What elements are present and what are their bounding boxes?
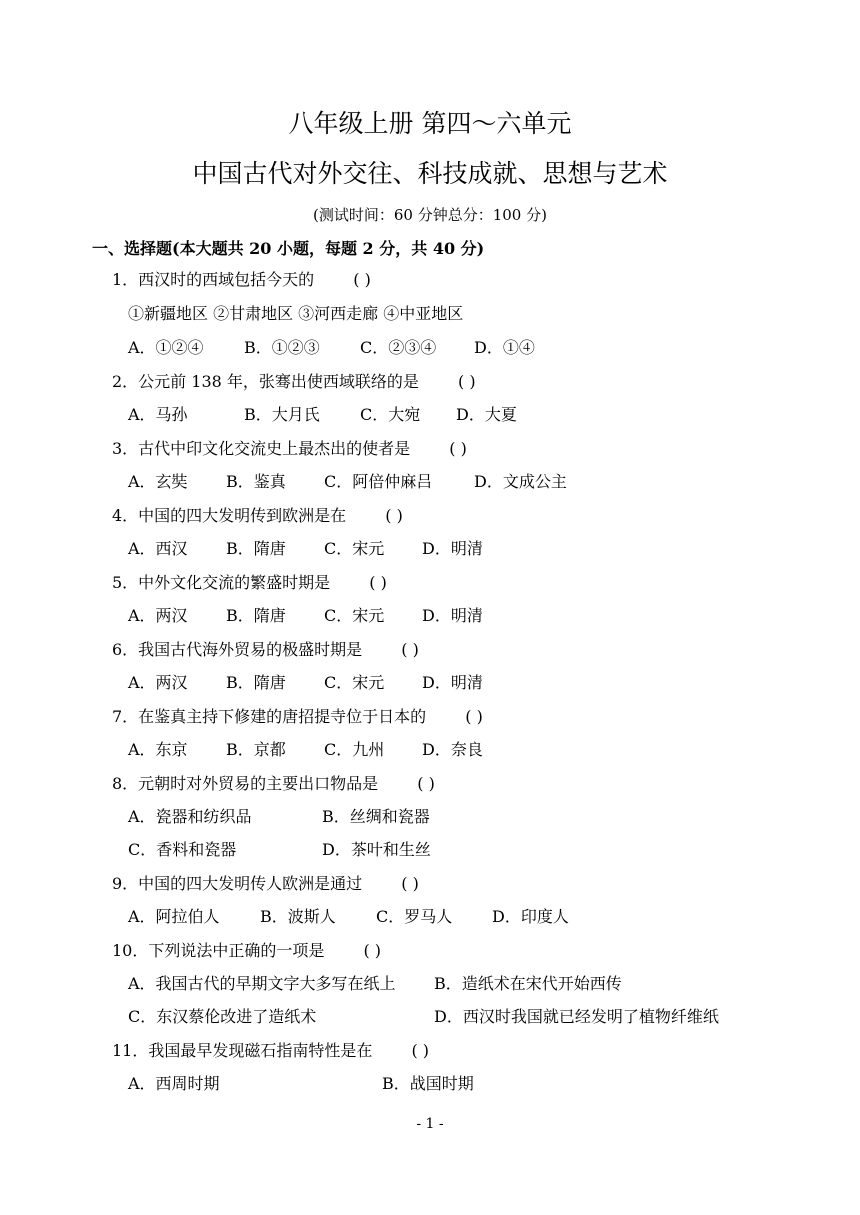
option-b: B．战国时期 — [382, 1074, 474, 1093]
question-stem: 6．我国古代海外贸易的极盛时期是 — [112, 640, 363, 659]
answer-paren: ( ) — [401, 874, 419, 893]
question-9 — [112, 874, 419, 894]
option-d: D．西汉时我国就已经发明了植物纤维纸 — [434, 1007, 719, 1026]
option-a: A．①②④ — [128, 338, 204, 357]
option-a: A．马孙 — [128, 405, 188, 424]
option-b: B．造纸术在宋代开始西传 — [434, 974, 622, 993]
option-a: A．两汉 — [128, 673, 188, 692]
option-d: D．①④ — [474, 338, 535, 357]
question-stem: 9．中国的四大发明传人欧洲是通过 — [112, 874, 363, 893]
option-a: A．东京 — [128, 740, 188, 759]
answer-paren: ( ) — [465, 707, 483, 726]
option-c: C．东汉蔡伦改进了造纸术 — [128, 1007, 317, 1026]
question-5 — [112, 573, 387, 593]
option-a: A．玄奘 — [128, 472, 188, 491]
answer-paren: ( ) — [363, 941, 382, 960]
option-a: A．两汉 — [128, 606, 188, 625]
question-stem: 7．在鉴真主持下修建的唐招提寺位于日本的 — [112, 707, 427, 726]
question-4 — [112, 506, 403, 526]
option-b: B．隋唐 — [226, 673, 286, 692]
option-d: D．明清 — [422, 539, 483, 558]
question-stem: 5．中外文化交流的繁盛时期是 — [112, 573, 331, 592]
option-b: B．大月氏 — [244, 405, 320, 424]
option-b: B．京都 — [226, 740, 286, 759]
option-b: B．隋唐 — [226, 606, 286, 625]
answer-paren: ( ) — [417, 774, 435, 793]
option-d: D．奈良 — [422, 740, 483, 759]
option-d: D．文成公主 — [474, 472, 567, 491]
page-title: 八年级上册 第四～六单元 — [288, 109, 572, 138]
question-stem: 2．公元前 138 年，张骞出使西域联络的是 — [112, 372, 419, 391]
answer-paren: ( ) — [385, 506, 403, 525]
option-b: B．鉴真 — [226, 472, 286, 491]
option-a: A．西汉 — [128, 539, 188, 558]
option-d: D．大夏 — [456, 405, 517, 424]
question-3 — [112, 439, 467, 459]
question-2 — [112, 372, 476, 392]
option-a: A．阿拉伯人 — [128, 907, 220, 926]
answer-paren: ( ) — [458, 372, 476, 391]
option-c: C．②③④ — [360, 338, 437, 357]
option-c: C．大宛 — [360, 405, 421, 424]
option-c: C．九州 — [324, 740, 385, 759]
option-c: C．宋元 — [324, 673, 385, 692]
question-stem: 10．下列说法中正确的一项是 — [112, 941, 325, 960]
answer-paren: ( ) — [401, 640, 419, 659]
option-b: B．隋唐 — [226, 539, 286, 558]
option-b: B．①②③ — [244, 338, 320, 357]
option-c: C．香料和瓷器 — [128, 840, 237, 859]
question-7 — [112, 707, 483, 727]
question-10 — [112, 941, 381, 961]
question-stem: 8．元朝时对外贸易的主要出口物品是 — [112, 774, 379, 793]
option-d: D．明清 — [422, 606, 483, 625]
answer-paren: ( ) — [353, 270, 371, 289]
question-6 — [112, 640, 419, 660]
option-b: B．丝绸和瓷器 — [322, 807, 430, 826]
option-c: C．宋元 — [324, 606, 385, 625]
answer-paren: ( ) — [411, 1041, 430, 1060]
option-b: B．波斯人 — [260, 907, 336, 926]
question-stem: 1．西汉时的西域包括今天的 — [112, 270, 315, 289]
section-heading: 一、选择题(本大题共 20 小题，每题 2 分，共 40 分) — [92, 239, 485, 258]
option-a: A．瓷器和纺织品 — [128, 807, 252, 826]
answer-paren: ( ) — [449, 439, 467, 458]
option-c: C．阿倍仲麻吕 — [324, 472, 433, 491]
option-a: A．我国古代的早期文字大多写在纸上 — [128, 974, 396, 993]
question-1 — [112, 270, 371, 290]
question-11 — [112, 1041, 429, 1061]
option-d: D．明清 — [422, 673, 483, 692]
question-stem: 4．中国的四大发明传到欧洲是在 — [112, 506, 347, 525]
option-d: D．印度人 — [492, 907, 569, 926]
page-number: - 1 - — [416, 1116, 444, 1132]
question-1-statements: ①新疆地区 ②甘肃地区 ③河西走廊 ④中亚地区 — [128, 304, 464, 323]
answer-paren: ( ) — [369, 573, 387, 592]
test-info: (测试时间：60 分钟总分：100 分) — [313, 206, 547, 224]
option-c: C．罗马人 — [376, 907, 453, 926]
option-a: A．西周时期 — [128, 1074, 220, 1093]
question-stem: 3．古代中印文化交流史上最杰出的使者是 — [112, 439, 411, 458]
question-stem: 11．我国最早发现磁石指南特性是在 — [112, 1041, 373, 1060]
option-c: C．宋元 — [324, 539, 385, 558]
option-d: D．茶叶和生丝 — [322, 840, 431, 859]
page-subtitle: 中国古代对外交往、科技成就、思想与艺术 — [192, 159, 668, 188]
question-8 — [112, 774, 435, 794]
